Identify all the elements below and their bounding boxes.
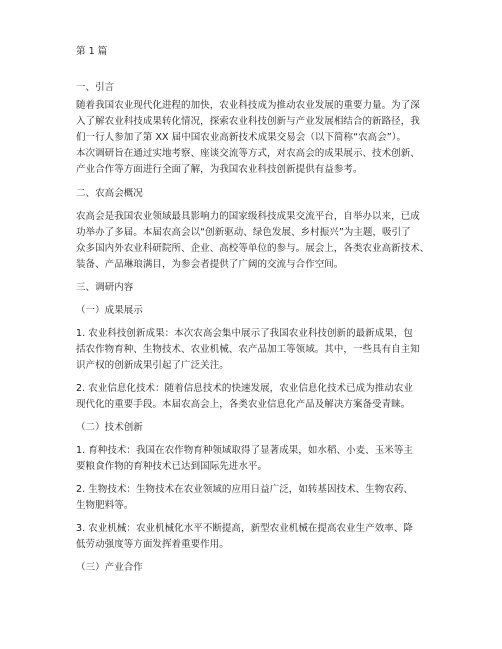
paragraph-line: 装备、产品琳琅满目，为参会者提供了广阔的交流与合作空间。 xyxy=(76,259,344,270)
list-item-line: 2. 农业信息化技术：随着信息技术的快速发展，农业信息化技术已成为推动农业 xyxy=(76,383,413,394)
list-item-line: 低劳动强度等方面发挥着重要作用。 xyxy=(76,539,229,550)
part-title: 第 1 篇 xyxy=(76,46,108,57)
section-heading-research: 三、调研内容 xyxy=(76,282,134,293)
list-item-line: 3. 农业机械：农业机械化水平不断提高，新型农业机械在提高农业生产效率、降 xyxy=(76,523,413,534)
paragraph-line: 农高会是我国农业领域最具影响力的国家级科技成果交流平台，自举办以来，已成 xyxy=(76,211,420,222)
paragraph-line: 产业合作等方面进行全面了解，为我国农业科技创新提供有益参考。 xyxy=(76,164,363,175)
subsection-heading-achievements: （一）成果展示 xyxy=(76,305,143,316)
paragraph-line: 入了解农业科技成果转化情况，探索农业科技创新与产业发展相结合的新路径，我 xyxy=(76,116,420,127)
paragraph-line: 功举办了多届。本届农高会以“创新驱动、绿色发展、乡村振兴”为主题，吸引了 xyxy=(76,227,411,238)
list-item-line: 生物肥料等。 xyxy=(76,500,134,511)
list-item-line: 要粮食作物的育种技术已达到国际先进水平。 xyxy=(76,461,268,472)
subsection-heading-innovation: （二）技术创新 xyxy=(76,422,143,433)
list-item-line: 2. 生物技术：生物技术在农业领域的应用日益广泛，如转基因技术、生物农药、 xyxy=(76,484,413,495)
list-item-line: 现代化的重要手段。本届农高会上，各类农业信息化产品及解决方案备受青睐。 xyxy=(76,399,411,410)
section-heading-intro: 一、引言 xyxy=(76,82,115,93)
list-item-line: 1. 育种技术：我国在农作物育种领域取得了显著成果，如水稻、小麦、玉米等主 xyxy=(76,445,413,456)
section-heading-overview: 二、农高会概况 xyxy=(76,188,143,199)
paragraph-line: 本次调研旨在通过实地考察、座谈交流等方式，对农高会的成果展示、技术创新、 xyxy=(76,148,420,159)
list-item-line: 括农作物育种、生物技术、农业机械、农产品加工等领域。其中，一些具有自主知 xyxy=(76,344,420,355)
paragraph-line: 随着我国农业现代化进程的加快，农业科技成为推动农业发展的重要力量。为了深 xyxy=(76,100,420,111)
subsection-heading-cooperation: （三）产业合作 xyxy=(76,562,143,573)
paragraph-line: 众多国内外农业科研院所、企业、高校等单位的参与。展会上，各类农业高新技术、 xyxy=(76,243,430,254)
paragraph-line: 们一行人参加了第 XX 届中国农业高新技术成果交易会（以下简称“农高会”）。 xyxy=(76,132,407,143)
list-item-line: 1. 农业科技创新成果：本次农高会集中展示了我国农业科技创新的最新成果，包 xyxy=(76,328,413,339)
list-item-line: 识产权的创新成果引起了广泛关注。 xyxy=(76,360,229,371)
